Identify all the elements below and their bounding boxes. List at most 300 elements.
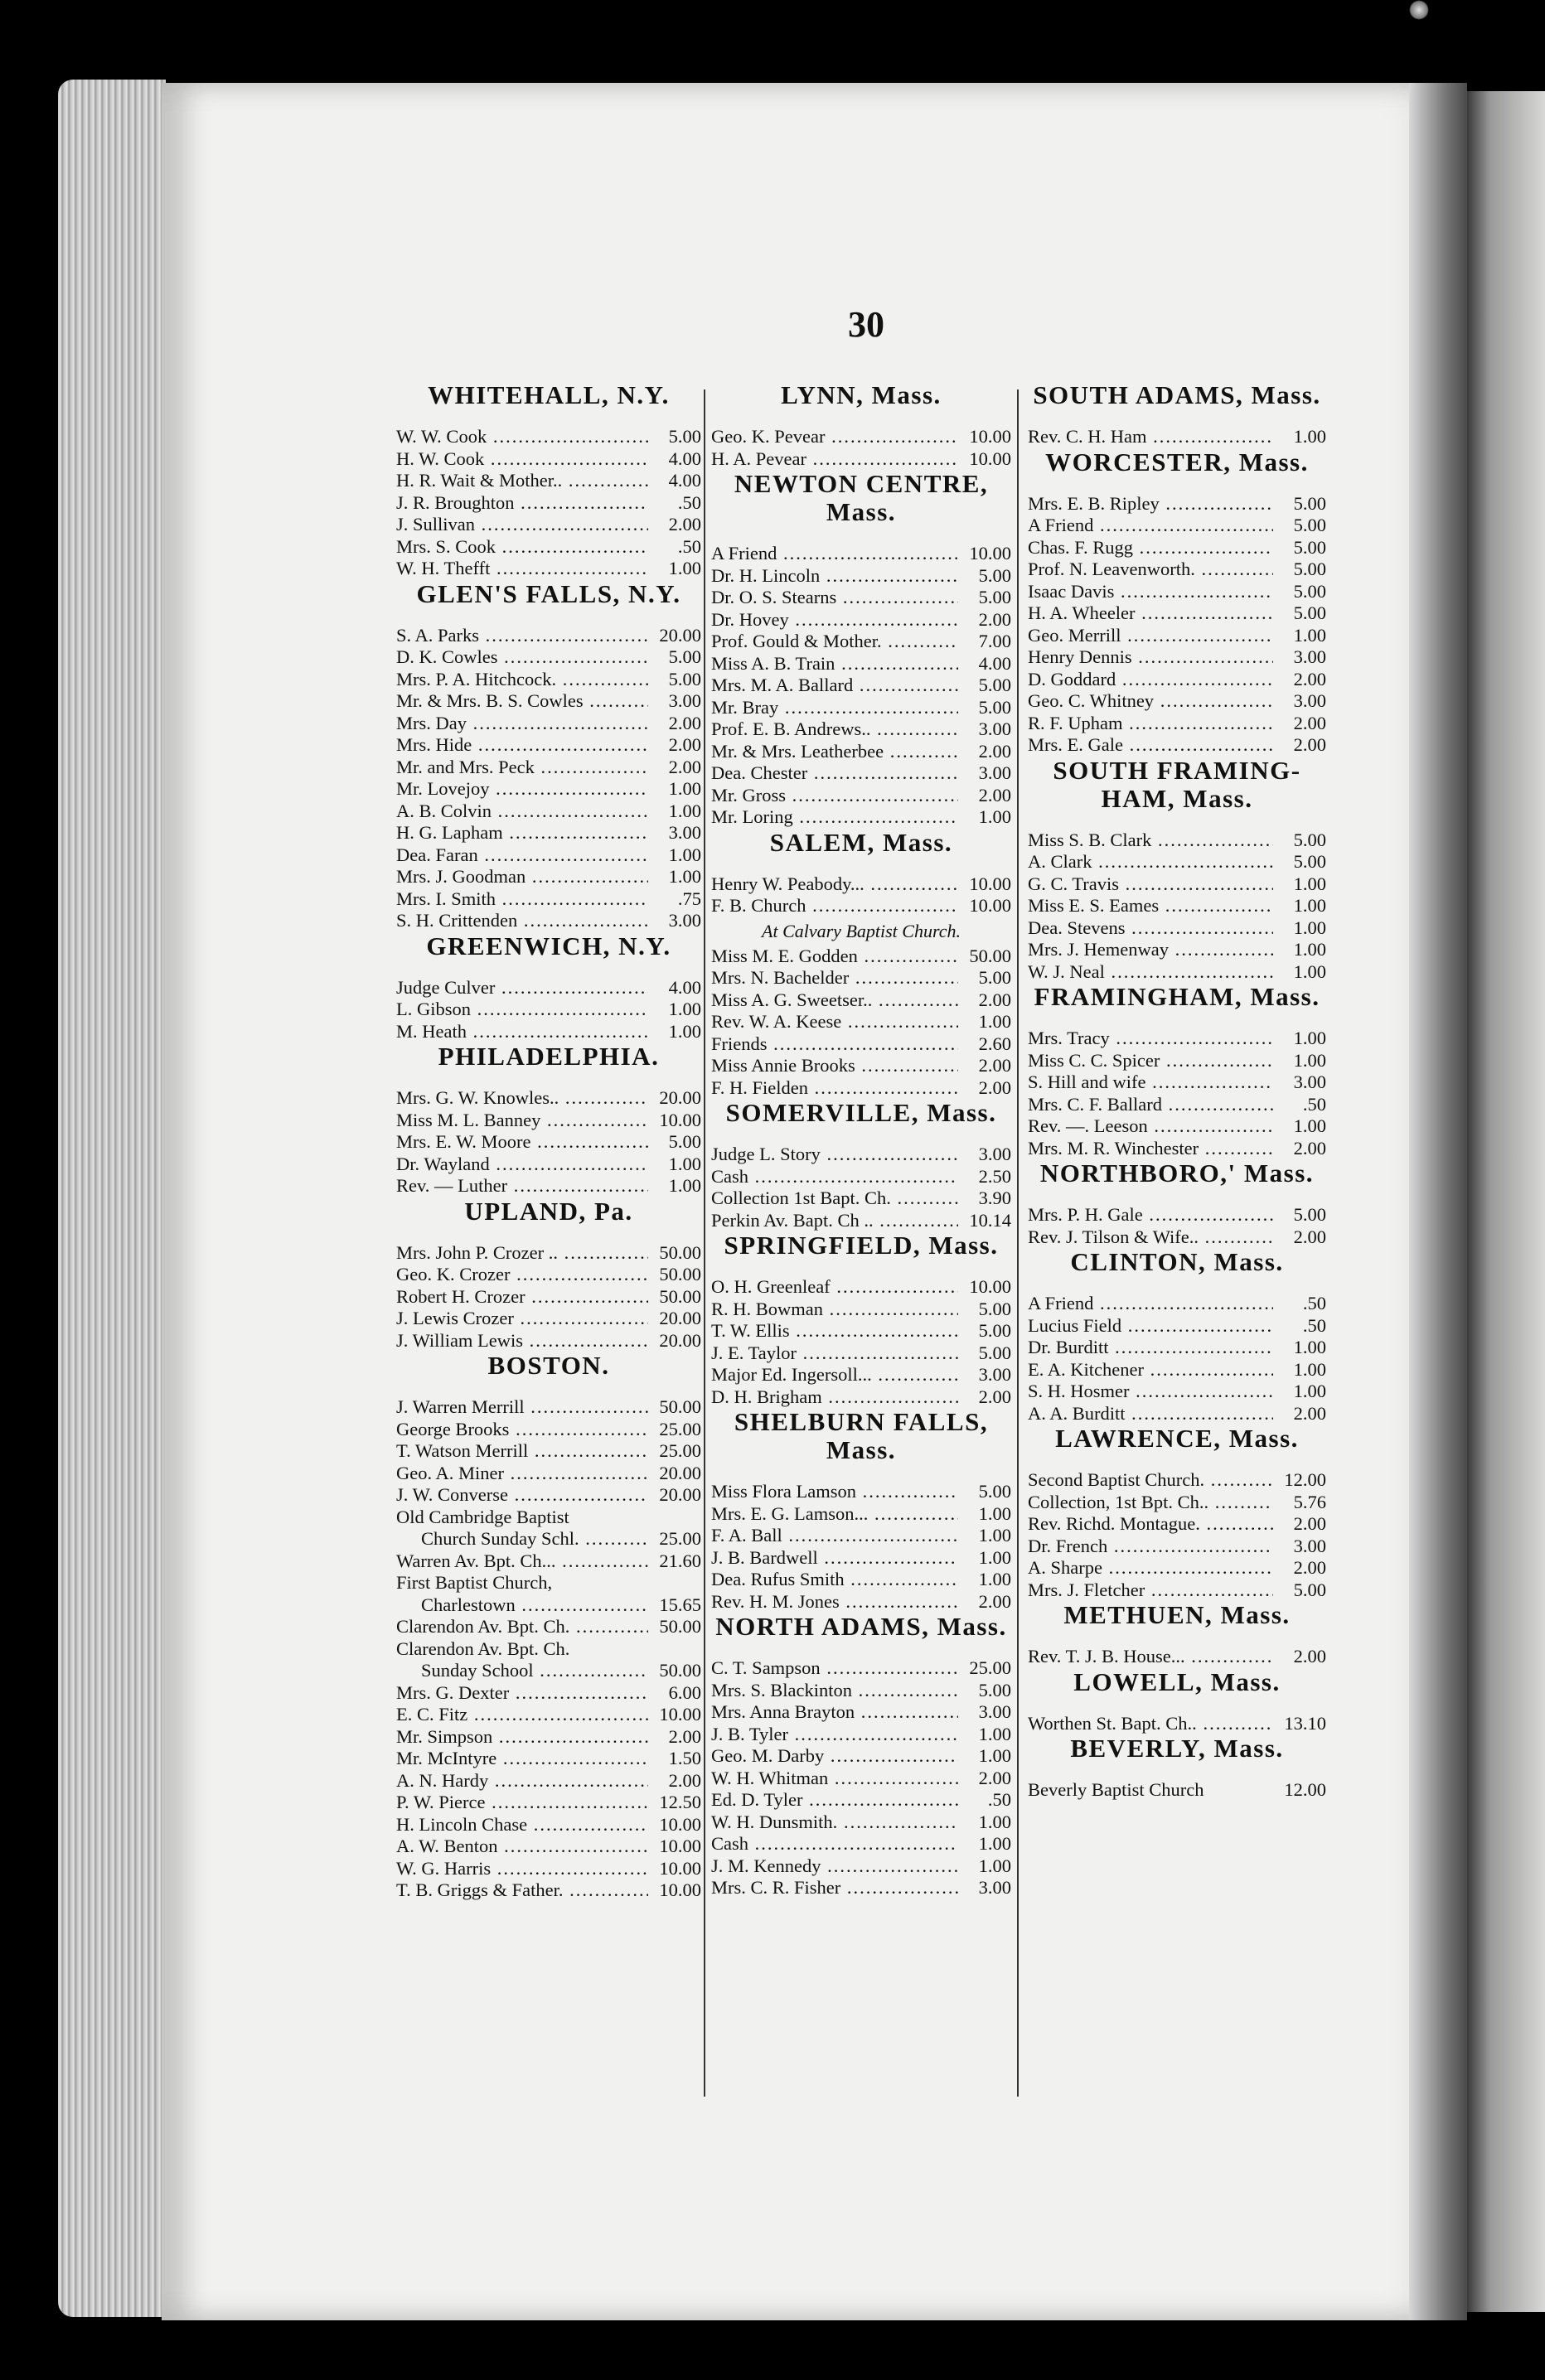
- donor-name: J. William Lewis .....: [396, 1330, 648, 1352]
- donor-name: L. Gibson .....: [396, 999, 648, 1021]
- donor-entry: [711, 1055, 1011, 1077]
- donation-amount: 10.00: [969, 447, 1011, 469]
- donor-entry: [396, 1858, 701, 1880]
- donor-name: Geo. K. Pevear .....: [711, 426, 958, 448]
- donation-amount: 1.00: [978, 1855, 1011, 1876]
- donor-entry: [711, 873, 1011, 896]
- donor-entry: [396, 1550, 701, 1573]
- donor-entry: [711, 1833, 1011, 1855]
- donor-entry: [396, 888, 701, 911]
- donor-section: [1028, 1425, 1326, 1601]
- donation-amount: 1.00: [978, 806, 1011, 827]
- donor-entry: [711, 1503, 1011, 1526]
- section-heading: NORTHBORO,' Mass.: [1039, 1159, 1315, 1188]
- donor-entry: [396, 448, 701, 471]
- donor-name: A. W. Benton .....: [396, 1836, 648, 1858]
- donor-entry: [711, 1768, 1011, 1790]
- donor-entry: [1028, 1337, 1326, 1359]
- donor-name: Mr. Bray .....: [711, 697, 958, 719]
- donor-name: Mr. & Mrs. B. S. Cowles .....: [396, 690, 648, 713]
- donor-entry: [1028, 1403, 1326, 1425]
- donor-name: S. H. Crittenden .....: [396, 910, 648, 932]
- donor-name: Mrs. S. Blackinton .....: [711, 1680, 958, 1702]
- section-heading: SPRINGFIELD, Mass.: [724, 1231, 999, 1260]
- donor-entry: [711, 1481, 1011, 1503]
- donor-name: Henry W. Peabody... .....: [711, 873, 958, 896]
- donor-entry: [1028, 537, 1326, 559]
- donor-name: Old Cambridge Baptist: [396, 1506, 569, 1527]
- donor-entry: [396, 866, 701, 888]
- donor-entry: [396, 822, 701, 844]
- donor-name: Friends .....: [711, 1033, 958, 1056]
- donor-entry: [396, 778, 701, 801]
- donor-section: [1028, 1601, 1326, 1668]
- donor-entry: [396, 690, 701, 713]
- section-heading: WORCESTER, Mass.: [1045, 447, 1309, 476]
- donor-name: Mrs. G. Dexter .....: [396, 1682, 648, 1705]
- donor-name: F. H. Fielden .....: [711, 1077, 958, 1100]
- donation-amount: 25.00: [659, 1528, 701, 1549]
- donation-amount: 5.00: [668, 426, 701, 447]
- donor-entry: [1028, 851, 1326, 873]
- donor-entry: [396, 977, 701, 999]
- donor-name: Mrs. I. Smith .....: [396, 888, 648, 911]
- donor-name: H. W. Cook .....: [396, 448, 648, 471]
- donor-entry: [396, 1682, 701, 1705]
- donor-name: Rev. —. Leeson .....: [1028, 1115, 1273, 1138]
- donor-name: H. A. Wheeler .....: [1028, 602, 1273, 625]
- donor-section: [1028, 1668, 1326, 1735]
- donor-entry: [711, 946, 1011, 968]
- donor-name: Geo. A. Miner .....: [396, 1463, 648, 1485]
- donor-name: Mrs. N. Bachelder .....: [711, 967, 958, 989]
- donor-name: Mrs. Anna Brayton .....: [711, 1701, 958, 1724]
- donation-amount: 20.00: [659, 1087, 701, 1108]
- donor-name: Mrs. G. W. Knowles.. .....: [396, 1087, 648, 1110]
- donor-entry: [1028, 1646, 1326, 1668]
- donation-amount: 3.90: [978, 1188, 1011, 1208]
- donation-amount: 3.00: [1293, 1071, 1326, 1092]
- donation-amount: 2.50: [978, 1165, 1011, 1187]
- donor-entry: [711, 426, 1011, 448]
- donor-name: Rev. C. H. Ham .....: [1028, 426, 1273, 448]
- donor-entry: [1028, 559, 1326, 581]
- donor-name: J. Lewis Crozer .....: [396, 1308, 648, 1330]
- donation-amount: 5.00: [978, 587, 1011, 607]
- donation-amount: 10.00: [659, 1109, 701, 1130]
- donor-entry: [711, 989, 1011, 1012]
- donation-amount: 5.76: [1293, 1491, 1326, 1512]
- donor-name: S. Hill and wife .....: [1028, 1071, 1273, 1094]
- donor-entry: [396, 757, 701, 779]
- book-page-edges: [58, 80, 166, 2317]
- column-divider: [1017, 389, 1019, 2097]
- donation-amount: 5.00: [978, 564, 1011, 586]
- donation-amount: 5.00: [978, 1298, 1011, 1319]
- donor-name: Dr. O. S. Stearns .....: [711, 587, 958, 609]
- donor-name: J. M. Kennedy .....: [711, 1855, 958, 1878]
- donor-entry: [396, 713, 701, 735]
- section-subheading: At Calvary Baptist Church.: [762, 920, 961, 941]
- donor-name: Mrs. J. Hemenway .....: [1028, 939, 1273, 961]
- donor-entry: [1028, 713, 1326, 735]
- donor-entry: [711, 609, 1011, 631]
- donor-entry: [711, 1680, 1011, 1702]
- donation-amount: 6.00: [668, 1681, 701, 1703]
- donor-entry: [1028, 581, 1326, 603]
- donor-name: Dea. Stevens .....: [1028, 917, 1273, 940]
- donor-entry: [711, 741, 1011, 763]
- donation-amount: 1.00: [1293, 873, 1326, 894]
- donation-amount: 2.00: [668, 734, 701, 755]
- donation-amount: 50.00: [659, 1241, 701, 1263]
- donor-name: Mr. Gross .....: [711, 785, 958, 807]
- donor-name: Mrs. S. Cook .....: [396, 536, 648, 559]
- donor-name: Major Ed. Ingersoll... .....: [711, 1364, 958, 1386]
- donation-amount: 5.00: [1293, 1204, 1326, 1225]
- donor-name: A. A. Burditt .....: [1028, 1403, 1273, 1425]
- donation-amount: 2.00: [668, 712, 701, 733]
- donation-amount: 50.00: [969, 945, 1011, 966]
- donor-name: H. Lincoln Chase .....: [396, 1814, 648, 1836]
- donation-amount: 1.00: [978, 1569, 1011, 1589]
- donor-name: A. B. Colvin .....: [396, 801, 648, 823]
- donor-name: Mrs. J. Fletcher .....: [1028, 1579, 1273, 1602]
- donor-section: [711, 829, 1011, 917]
- donor-entry: [1028, 1094, 1326, 1116]
- donor-name: A. Clark .....: [1028, 851, 1273, 873]
- donor-entry: [396, 669, 701, 691]
- donor-entry: [711, 1525, 1011, 1547]
- donor-name: R. H. Bowman .....: [711, 1299, 958, 1321]
- donor-entry: [1028, 1513, 1326, 1536]
- section-heading: NORTH ADAMS, Mass.: [715, 1612, 1007, 1641]
- donor-name: Mrs. P. A. Hitchcock. .....: [396, 669, 648, 691]
- donor-name: Mrs. Day .....: [396, 713, 648, 735]
- donor-name: F. B. Church .....: [711, 895, 958, 917]
- donor-name: Mrs. E. G. Lamson... .....: [711, 1503, 958, 1526]
- donor-name: Mrs. J. Goodman .....: [396, 866, 648, 888]
- donor-name: Rev. Richd. Montague. .....: [1028, 1513, 1273, 1536]
- donor-entry: [1028, 493, 1326, 515]
- donation-amount: 2.00: [978, 989, 1011, 1010]
- donor-name: Miss M. L. Banney .....: [396, 1110, 648, 1132]
- section-heading: GREENWICH, N.Y.: [426, 931, 671, 960]
- donor-name: J. E. Taylor .....: [711, 1342, 958, 1365]
- donor-name: Lucius Field .....: [1028, 1315, 1273, 1338]
- donor-entry: [396, 1330, 701, 1352]
- donation-amount: .50: [1302, 1293, 1326, 1313]
- donor-name: T. W. Ellis .....: [711, 1320, 958, 1342]
- section-heading: NEWTON CENTRE, Mass.: [734, 469, 989, 526]
- donor-entry: [1028, 515, 1326, 537]
- donation-amount: 20.00: [659, 1308, 701, 1328]
- section-heading: LAWRENCE, Mass.: [1055, 1424, 1299, 1453]
- donor-name: Henry Dennis .....: [1028, 646, 1273, 669]
- donation-amount: 1.00: [668, 1020, 701, 1042]
- donor-entry: [711, 1299, 1011, 1321]
- donor-entry: [711, 1745, 1011, 1768]
- donor-entry: [711, 1569, 1011, 1591]
- donor-entry: [396, 1175, 701, 1197]
- donor-name: W. H. Thefft .....: [396, 558, 648, 580]
- donation-amount: .50: [677, 491, 701, 513]
- donor-entry: [1028, 1359, 1326, 1381]
- donation-amount: 3.00: [978, 1364, 1011, 1385]
- donor-name: H. G. Lapham .....: [396, 822, 648, 844]
- donor-entry: [711, 718, 1011, 741]
- section-heading: CLINTON, Mass.: [1070, 1247, 1284, 1276]
- donation-amount: 5.00: [1293, 559, 1326, 579]
- donor-name: Clarendon Av. Bpt. Ch.: [396, 1637, 570, 1659]
- donor-name: H. A. Pevear .....: [711, 448, 958, 471]
- donor-entry: [396, 1616, 701, 1638]
- donor-name: Judge Culver .....: [396, 977, 648, 999]
- donation-amount: 5.00: [978, 967, 1011, 988]
- donor-name: J. B. Bardwell .....: [711, 1547, 958, 1570]
- donor-entry: [711, 1386, 1011, 1409]
- donation-amount: 5.00: [978, 696, 1011, 718]
- donor-entry: [711, 1077, 1011, 1100]
- donation-amount: 1.00: [668, 1153, 701, 1174]
- donor-name: P. W. Pierce .....: [396, 1792, 648, 1814]
- section-heading: UPLAND, Pa.: [464, 1196, 633, 1226]
- donor-entry: [711, 587, 1011, 609]
- donor-entry: [711, 631, 1011, 653]
- donor-section: [711, 1099, 1011, 1231]
- donation-amount: 5.00: [1293, 602, 1326, 623]
- section-heading: BOSTON.: [487, 1351, 610, 1380]
- donor-name: Perkin Av. Bapt. Ch .. .....: [711, 1210, 958, 1232]
- donation-amount: 10.00: [659, 1836, 701, 1856]
- donor-name: Mrs. E. Gale .....: [1028, 734, 1273, 757]
- section-heading: SHELBURN FALLS, Mass.: [734, 1407, 989, 1464]
- donor-entry: [396, 1308, 701, 1330]
- donation-amount: 1.00: [668, 844, 701, 865]
- donor-section: [396, 1042, 701, 1197]
- donor-entry: [396, 1726, 701, 1749]
- donation-amount: 5.00: [1293, 515, 1326, 535]
- donor-name: Mr. Loring .....: [711, 806, 958, 829]
- donor-name: Sunday School .....: [396, 1660, 648, 1682]
- donor-name: A. Sharpe .....: [1028, 1557, 1273, 1579]
- donor-name: A Friend .....: [1028, 515, 1273, 537]
- donor-name: Collection, 1st Bpt. Ch.. .....: [1028, 1492, 1273, 1514]
- donation-amount: 3.00: [668, 822, 701, 843]
- donor-entry: [396, 801, 701, 823]
- donation-amount: 25.00: [969, 1657, 1011, 1678]
- donor-entry: [1028, 1050, 1326, 1072]
- donation-amount: 2.00: [978, 1590, 1011, 1612]
- donor-entry: [711, 697, 1011, 719]
- donor-name: Mrs. E. B. Ripley .....: [1028, 493, 1273, 515]
- donation-amount: 2.00: [1293, 1226, 1326, 1247]
- donor-name: R. F. Upham .....: [1028, 713, 1273, 735]
- donor-name: G. C. Travis .....: [1028, 873, 1273, 896]
- donor-name: Mr. Lovejoy .....: [396, 778, 648, 801]
- donor-name: Geo. Merrill .....: [1028, 625, 1273, 647]
- donation-amount: 4.00: [668, 447, 701, 469]
- donor-name: D. K. Cowles .....: [396, 646, 648, 669]
- donation-amount: .50: [1302, 1314, 1326, 1336]
- donation-amount: 1.00: [978, 1546, 1011, 1568]
- donation-amount: 4.00: [668, 976, 701, 998]
- donor-entry: [396, 426, 701, 448]
- donor-entry: [396, 1154, 701, 1176]
- donor-entry: [396, 1770, 701, 1792]
- donor-name: Robert H. Crozer .....: [396, 1286, 648, 1309]
- donor-name: Miss A. B. Train .....: [711, 653, 958, 675]
- donor-entry: [1028, 690, 1326, 713]
- donor-section: [396, 932, 701, 1043]
- donor-entry: [711, 1342, 1011, 1365]
- donor-entry: [711, 675, 1011, 697]
- adjacent-page-edge: [1467, 91, 1545, 2312]
- donation-amount: 5.00: [1293, 851, 1326, 872]
- donation-amount: 3.00: [1293, 1535, 1326, 1556]
- donation-amount: 5.00: [978, 1679, 1011, 1700]
- donor-name: Mrs. M. R. Winchester .....: [1028, 1138, 1273, 1160]
- donation-amount: 1.00: [1293, 895, 1326, 916]
- donor-entry: [396, 734, 701, 757]
- donor-entry: [1028, 625, 1326, 647]
- donor-entry: [1028, 1492, 1326, 1514]
- section-heading: WHITEHALL, N.Y.: [428, 380, 670, 409]
- donor-name: J. Warren Merrill .....: [396, 1396, 648, 1419]
- donation-amount: 13.10: [1284, 1712, 1326, 1734]
- donor-entry: [711, 448, 1011, 471]
- donor-entry: [396, 1660, 701, 1682]
- donor-name: Beverly Baptist Church: [1028, 1779, 1204, 1800]
- donor-entry: [396, 1463, 701, 1485]
- donation-amount: 50.00: [659, 1396, 701, 1417]
- donor-entry: [711, 1877, 1011, 1899]
- donation-amount: 50.00: [659, 1264, 701, 1284]
- donor-entry: [396, 1572, 701, 1594]
- donor-section: [396, 381, 701, 580]
- donor-section: [711, 1408, 1011, 1613]
- donor-name: J. W. Converse .....: [396, 1484, 648, 1507]
- donor-name: Rev. T. J. B. House... .....: [1028, 1646, 1273, 1668]
- donor-entry: [711, 1724, 1011, 1746]
- donor-name: Geo. K. Crozer .....: [396, 1264, 648, 1286]
- donor-entry: [711, 1364, 1011, 1386]
- donor-section: [1028, 1734, 1326, 1802]
- column-3: [1028, 381, 1326, 1802]
- donor-name: J. B. Tyler .....: [711, 1724, 958, 1746]
- donor-entry: [396, 1264, 701, 1286]
- donation-amount: 10.00: [659, 1704, 701, 1725]
- donor-section: [1028, 381, 1326, 448]
- donor-section: [711, 470, 1011, 829]
- donation-amount: 4.00: [978, 652, 1011, 674]
- donation-amount: 2.00: [1293, 1137, 1326, 1159]
- donor-name: J. R. Broughton .....: [396, 492, 648, 515]
- donation-amount: 5.00: [1293, 1579, 1326, 1600]
- donor-entry: [396, 1704, 701, 1726]
- donation-amount: 12.50: [659, 1792, 701, 1812]
- donor-name: Second Baptist Church. .....: [1028, 1469, 1273, 1492]
- donation-amount: 1.00: [1293, 1049, 1326, 1071]
- donor-name: Mr. & Mrs. Leatherbee .....: [711, 741, 958, 763]
- donation-amount: 10.00: [969, 1276, 1011, 1297]
- donor-name: Dr. Burditt .....: [1028, 1337, 1273, 1359]
- donor-entry: [711, 1320, 1011, 1342]
- donation-amount: 20.00: [659, 1329, 701, 1351]
- donation-amount: 3.00: [978, 1701, 1011, 1722]
- donor-section: [711, 1613, 1011, 1899]
- donor-entry: [396, 1242, 701, 1265]
- donation-amount: 2.00: [668, 1769, 701, 1791]
- donation-amount: 12.00: [1284, 1779, 1326, 1800]
- donor-entry: [396, 1748, 701, 1770]
- donor-name: Dr. Wayland .....: [396, 1154, 648, 1176]
- donor-entry: [711, 1789, 1011, 1812]
- donation-amount: 5.00: [978, 1342, 1011, 1363]
- donor-entry: [711, 1166, 1011, 1188]
- donor-entry: [711, 1144, 1011, 1166]
- column-1: [396, 381, 701, 1902]
- donor-name: Dea. Rufus Smith .....: [711, 1569, 958, 1591]
- donor-name: Miss A. G. Sweetser.. .....: [711, 989, 958, 1012]
- donation-amount: 2.00: [1293, 668, 1326, 689]
- donor-entry: [1028, 1381, 1326, 1403]
- donation-amount: 10.00: [969, 543, 1011, 564]
- donation-amount: 1.00: [1293, 1358, 1326, 1380]
- donor-name: W. W. Cook .....: [396, 426, 648, 448]
- donor-entry: [711, 1033, 1011, 1056]
- donor-entry: [711, 1210, 1011, 1232]
- donation-amount: 1.00: [668, 1175, 701, 1196]
- donation-amount: 1.00: [978, 1811, 1011, 1832]
- donation-amount: 3.00: [978, 762, 1011, 783]
- donor-name: Geo. M. Darby .....: [711, 1745, 958, 1768]
- section-heading: GLEN'S FALLS, N.Y.: [416, 578, 681, 608]
- column-divider: [704, 389, 705, 2097]
- donation-amount: 1.00: [668, 778, 701, 799]
- donor-entry: [396, 1638, 701, 1661]
- donation-amount: 1.00: [978, 1525, 1011, 1546]
- donation-amount: 5.00: [1293, 580, 1326, 602]
- donor-name: W. J. Neal .....: [1028, 961, 1273, 984]
- donor-name: D. Goddard .....: [1028, 669, 1273, 691]
- donation-amount: 21.60: [659, 1550, 701, 1571]
- donation-amount: 1.00: [1293, 1381, 1326, 1401]
- donor-name: First Baptist Church,: [396, 1572, 553, 1593]
- donor-entry: [396, 470, 701, 492]
- donor-entry: [396, 646, 701, 669]
- donation-amount: 20.00: [659, 1462, 701, 1483]
- donor-entry: [396, 844, 701, 867]
- donor-entry: [1028, 873, 1326, 896]
- donor-name: Miss Flora Lamson .....: [711, 1481, 958, 1503]
- donation-amount: 2.00: [1293, 712, 1326, 733]
- donor-entry: [1028, 1557, 1326, 1579]
- donor-entry: [396, 910, 701, 932]
- donation-amount: 1.00: [1293, 1337, 1326, 1357]
- donor-name: D. H. Brigham .....: [711, 1386, 958, 1409]
- donation-amount: 1.00: [978, 1011, 1011, 1032]
- donor-entry: [1028, 1115, 1326, 1138]
- donor-name: Dr. French .....: [1028, 1536, 1273, 1558]
- donor-entry: [1028, 939, 1326, 961]
- donor-entry: [711, 653, 1011, 675]
- donation-amount: 10.00: [969, 895, 1011, 916]
- donation-amount: 5.00: [668, 668, 701, 689]
- donor-entry: [396, 1792, 701, 1814]
- donation-amount: 2.00: [668, 756, 701, 777]
- donor-name: Mrs. John P. Crozer .. .....: [396, 1242, 648, 1265]
